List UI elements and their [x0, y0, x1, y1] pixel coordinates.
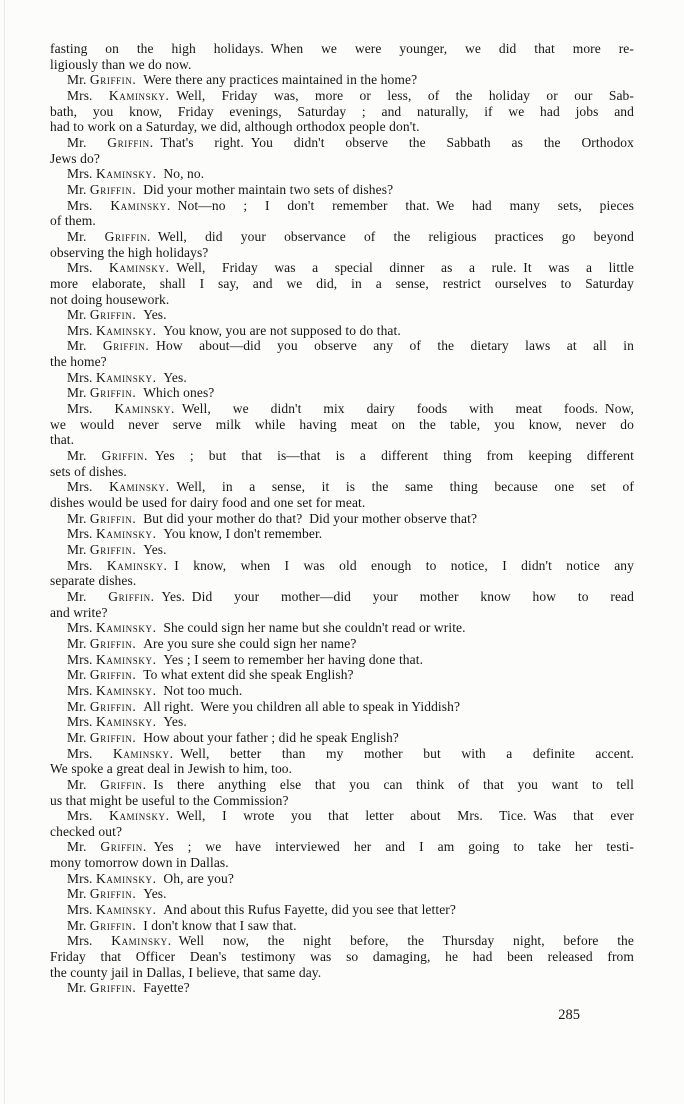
speaker-name: Kaminsky.: [108, 87, 170, 103]
speaker-label: Mr. Griffin.: [67, 886, 137, 902]
speaker-name: Kaminsky.: [114, 401, 175, 417]
text-line: Mrs. Kaminsky. Well, Friday was a special dinner as a rule. It was a little: [67, 260, 634, 276]
text-line: Mrs. Kaminsky. Well now, the night before, the Thursday night, before the: [67, 933, 634, 949]
speaker-label: Mrs. Kaminsky.: [67, 322, 157, 338]
speaker-name: Kaminsky.: [96, 620, 157, 636]
speech-paragraph: [50, 401, 634, 448]
speaker-name: Griffin.: [100, 839, 147, 855]
speaker-label: Mr. Griffin.: [67, 698, 137, 714]
speaker-name: Kaminsky.: [109, 260, 170, 276]
speaker-name: Kaminsky.: [96, 651, 157, 667]
text-line: Mrs. Kaminsky. Yes ; I seem to remember her having done that.: [67, 651, 424, 667]
speaker-label: Mrs. Kaminsky.: [67, 260, 170, 276]
speaker-label: Mrs. Kaminsky.: [67, 197, 171, 213]
speaker-name: Griffin.: [101, 448, 148, 464]
speech-paragraph: [50, 558, 634, 589]
speaker-label: Mrs. Kaminsky.: [67, 682, 157, 698]
speaker-name: Kaminsky.: [96, 526, 157, 542]
text-line: fasting on the high holidays. When we were younger, we did that more re-: [50, 41, 634, 56]
speaker-label: Mr. Griffin.: [67, 181, 137, 197]
speech-paragraph: [50, 636, 634, 652]
text-line: we would never serve milk while having meat on the table, you know, never do: [50, 416, 634, 432]
text-line: Mrs. Kaminsky. You know, you are not supposed to do that.: [67, 322, 401, 338]
text-line: Mrs. Kaminsky. Not too much.: [67, 682, 243, 698]
speaker-label: Mr. Griffin.: [67, 980, 137, 996]
speaker-label: Mrs. Kaminsky.: [67, 557, 168, 573]
speaker-name: Kaminsky.: [96, 902, 157, 918]
text-line: not doing housework.: [50, 291, 170, 307]
speaker-label: Mr. Griffin.: [67, 542, 137, 557]
text-line: Mr. Griffin. Well, did your observance of the religious practices go beyond: [67, 228, 635, 244]
speech-paragraph: [50, 338, 634, 369]
speech-paragraph: [50, 135, 634, 166]
speaker-label: Mrs. Kaminsky.: [67, 714, 157, 730]
speaker-label: Mr. Griffin.: [67, 839, 147, 855]
speaker-name: Kaminsky.: [113, 745, 174, 761]
text-line: Mrs. Kaminsky. Not—no ; I don't remember that. We had many sets, pieces: [67, 197, 634, 213]
speaker-label: Mrs. Kaminsky.: [67, 808, 170, 824]
text-line: observing the high holidays?: [50, 244, 209, 260]
speaker-label: Mr. Griffin.: [67, 917, 137, 933]
speaker-label: Mrs. Kaminsky.: [67, 902, 157, 918]
text-line: Friday that Officer Dean's testimony was so damaging, he had been released from: [50, 949, 634, 965]
speaker-label: Mrs. Kaminsky.: [67, 479, 170, 495]
text-line: the county jail in Dallas, I believe, that same day.: [50, 964, 322, 980]
text-line: Mrs. Kaminsky. Well, in a sense, it is the same thing because one set of: [67, 479, 634, 495]
text-line: had to work on a Saturday, we did, although orthodox people don't.: [50, 119, 420, 135]
speaker-name: Kaminsky.: [96, 682, 157, 698]
text-line: and write?: [50, 604, 108, 620]
speech-paragraph: [50, 323, 634, 339]
speaker-label: Mr. Griffin.: [67, 510, 137, 526]
text-line: Mrs. Kaminsky. She could sign her name but she couldn't read or write.: [67, 620, 466, 636]
speech-paragraph: [50, 777, 634, 808]
speaker-name: Griffin.: [89, 385, 137, 401]
speech-paragraph: [50, 667, 634, 683]
text-line: Mr. Griffin. Are you sure she could sign her name?: [67, 635, 357, 651]
speaker-name: Griffin.: [108, 588, 155, 604]
text-line: Mrs. Kaminsky. Well, I wrote you that letter about Mrs. Tice. Was that ever: [67, 808, 634, 824]
speaker-label: Mrs. Kaminsky.: [67, 651, 157, 667]
continuation-paragraph: [50, 41, 634, 72]
speaker-name: Kaminsky.: [96, 369, 157, 385]
speaker-name: Kaminsky.: [96, 870, 157, 886]
speaker-label: Mrs. Kaminsky.: [67, 401, 175, 417]
speech-paragraph: [50, 479, 634, 510]
text-line: Mr. Griffin. Yes ; we have interviewed her and I am going to take her testi-: [67, 839, 635, 855]
speech-paragraph: [50, 839, 634, 870]
speaker-name: Griffin.: [100, 776, 147, 792]
speech-paragraph: [50, 886, 634, 902]
speaker-name: Griffin.: [89, 729, 137, 745]
speech-paragraph: [50, 714, 634, 730]
text-line: Mr. Griffin. Fayette?: [67, 980, 190, 996]
text-line: separate dishes.: [50, 573, 137, 589]
speaker-name: Kaminsky.: [109, 808, 170, 824]
speaker-name: Griffin.: [89, 307, 137, 323]
speech-paragraph: [50, 746, 634, 777]
text-line: Mr. Griffin. Is there anything else that you can think of that you want to tell: [67, 776, 635, 792]
speaker-name: Griffin.: [89, 667, 137, 683]
text-line: Mrs. Kaminsky. No, no.: [67, 166, 205, 182]
text-line: Mr. Griffin. All right. Were you children all able to speak in Yiddish?: [67, 698, 461, 714]
text-line: Mr. Griffin. Did your mother maintain two sets of dishes?: [67, 181, 394, 197]
speech-paragraph: [50, 918, 634, 934]
speech-paragraph: [50, 980, 634, 996]
speaker-name: Griffin.: [89, 510, 137, 526]
speaker-label: Mr. Griffin.: [67, 228, 152, 244]
speaker-name: Kaminsky.: [96, 166, 157, 182]
text-line: that.: [50, 432, 75, 448]
page-number: 285: [558, 1007, 580, 1023]
speech-paragraph: [50, 589, 634, 620]
speaker-name: Kaminsky.: [109, 479, 170, 495]
speaker-label: Mr. Griffin.: [67, 385, 137, 401]
speaker-name: Kaminsky.: [111, 933, 172, 949]
speaker-label: Mr. Griffin.: [67, 667, 137, 683]
speech-paragraph: [50, 730, 634, 746]
speaker-label: Mr. Griffin.: [67, 307, 137, 323]
text-line: We spoke a great deal in Jewish to him, too.: [50, 761, 293, 777]
text-line: dishes would be used for dairy food and one set for meat.: [50, 495, 366, 511]
speaker-name: Kaminsky.: [110, 197, 171, 213]
speaker-label: Mrs. Kaminsky.: [67, 526, 157, 542]
speech-paragraph: [50, 933, 634, 980]
speech-paragraph: [50, 902, 634, 918]
speaker-label: Mr. Griffin.: [67, 635, 137, 651]
speaker-label: Mr. Griffin.: [67, 588, 155, 604]
speaker-name: Griffin.: [89, 917, 137, 933]
text-line: Mr. Griffin. I don't know that I saw that.: [67, 917, 297, 933]
text-line: Mr. Griffin. How about your father ; did he speak English?: [67, 729, 399, 745]
speaker-name: Griffin.: [89, 886, 137, 902]
text-line: the home?: [50, 354, 107, 370]
speaker-name: Kaminsky.: [96, 322, 157, 338]
text-line: Mr. Griffin. How about—did you observe any of the dietary laws at all in: [67, 338, 635, 354]
speech-paragraph: [50, 448, 634, 479]
speech-paragraph: [50, 198, 634, 229]
transcript-text-block: [50, 41, 634, 996]
speaker-name: Griffin.: [102, 338, 150, 354]
speech-paragraph: [50, 229, 634, 260]
speaker-label: Mrs. Kaminsky.: [67, 620, 157, 636]
text-line: Mrs. Kaminsky. You know, I don't remember.: [67, 526, 323, 542]
speaker-name: Griffin.: [89, 980, 137, 996]
speech-paragraph: [50, 72, 634, 88]
scan-edge-line: [4, 0, 5, 1104]
speaker-name: Griffin.: [104, 228, 152, 244]
speech-paragraph: [50, 370, 634, 386]
speech-paragraph: [50, 683, 634, 699]
speaker-label: Mrs. Kaminsky.: [67, 369, 157, 385]
speaker-label: Mrs. Kaminsky.: [67, 166, 157, 182]
text-line: Mrs. Kaminsky. Well, we didn't mix dairy foods with meat foods. Now,: [67, 401, 634, 417]
speaker-label: Mr. Griffin.: [67, 134, 154, 150]
text-line: Mrs. Kaminsky. Well, Friday was, more or less, of the holiday or our Sab-: [67, 87, 634, 103]
speech-paragraph: [50, 166, 634, 182]
text-line: Mr. Griffin. Which ones?: [67, 385, 215, 401]
speaker-name: Kaminsky.: [96, 714, 157, 730]
speaker-name: Griffin.: [89, 181, 137, 197]
text-line: Mrs. Kaminsky. Yes.: [67, 714, 187, 730]
text-line: Mr. Griffin. To what extent did she speak English?: [67, 667, 354, 683]
speaker-label: Mrs. Kaminsky.: [67, 933, 172, 949]
text-line: checked out?: [50, 823, 123, 839]
text-line: mony tomorrow down in Dallas.: [50, 855, 229, 871]
text-line: of them.: [50, 213, 96, 229]
text-line: Mr. Griffin. Yes. Did your mother—did your mother know how to read: [67, 588, 634, 604]
text-line: Mr. Griffin. Were there any practices maintained in the home?: [67, 72, 418, 88]
speaker-name: Griffin.: [107, 134, 154, 150]
speech-paragraph: [50, 526, 634, 542]
speech-paragraph: [50, 385, 634, 401]
speaker-name: Griffin.: [89, 72, 137, 88]
text-line: Mrs. Kaminsky. I know, when I was old enough to notice, I didn't notice any: [67, 557, 634, 573]
speech-paragraph: [50, 511, 634, 527]
text-line: more elaborate, shall I say, and we did, in a sense, restrict ourselves to Saturday: [50, 275, 634, 291]
text-line: Mrs. Kaminsky. Oh, are you?: [67, 870, 234, 886]
speaker-label: Mr. Griffin.: [67, 338, 150, 354]
speech-paragraph: [50, 307, 634, 323]
text-line: ligiously than we do now.: [50, 56, 192, 72]
speaker-label: Mrs. Kaminsky.: [67, 870, 157, 886]
text-line: Mrs. Kaminsky. And about this Rufus Fayette, did you see that letter?: [67, 902, 456, 918]
speaker-name: Griffin.: [89, 542, 137, 557]
text-line: Mr. Griffin. Yes.: [67, 542, 167, 557]
speaker-label: Mr. Griffin.: [67, 72, 137, 88]
speaker-label: Mr. Griffin.: [67, 729, 137, 745]
speech-paragraph: [50, 260, 634, 307]
text-line: Jews do?: [50, 150, 100, 166]
speech-paragraph: [50, 182, 634, 198]
speaker-label: Mrs. Kaminsky.: [67, 87, 170, 103]
speaker-name: Griffin.: [89, 698, 137, 714]
speaker-label: Mr. Griffin.: [67, 776, 147, 792]
text-line: us that might be useful to the Commission?: [50, 792, 289, 808]
text-line: Mr. Griffin. Yes.: [67, 886, 167, 902]
text-line: Mr. Griffin. That's right. You didn't observe the Sabbath as the Orthodox: [67, 134, 634, 150]
text-line: Mr. Griffin. Yes ; but that is—that is a different thing from keeping different: [67, 448, 634, 464]
speech-paragraph: [50, 652, 634, 668]
speaker-name: Griffin.: [89, 635, 137, 651]
speech-paragraph: [50, 808, 634, 839]
speech-paragraph: [50, 699, 634, 715]
text-line: Mr. Griffin. Yes.: [67, 307, 167, 323]
speech-paragraph: [50, 620, 634, 636]
text-line: Mrs. Kaminsky. Well, better than my mother but with a definite accent.: [67, 745, 634, 761]
text-line: bath, you know, Friday evenings, Saturday ; and naturally, if we had jobs and: [50, 103, 634, 119]
speaker-name: Kaminsky.: [106, 557, 168, 573]
speaker-label: Mrs. Kaminsky.: [67, 745, 174, 761]
speech-paragraph: [50, 542, 634, 558]
speech-paragraph: [50, 871, 634, 887]
speaker-label: Mr. Griffin.: [67, 448, 148, 464]
text-line: Mrs. Kaminsky. Yes.: [67, 369, 187, 385]
speech-paragraph: [50, 88, 634, 135]
text-line: Mr. Griffin. But did your mother do that? Did your mother observe that?: [67, 510, 478, 526]
text-line: sets of dishes.: [50, 463, 127, 479]
